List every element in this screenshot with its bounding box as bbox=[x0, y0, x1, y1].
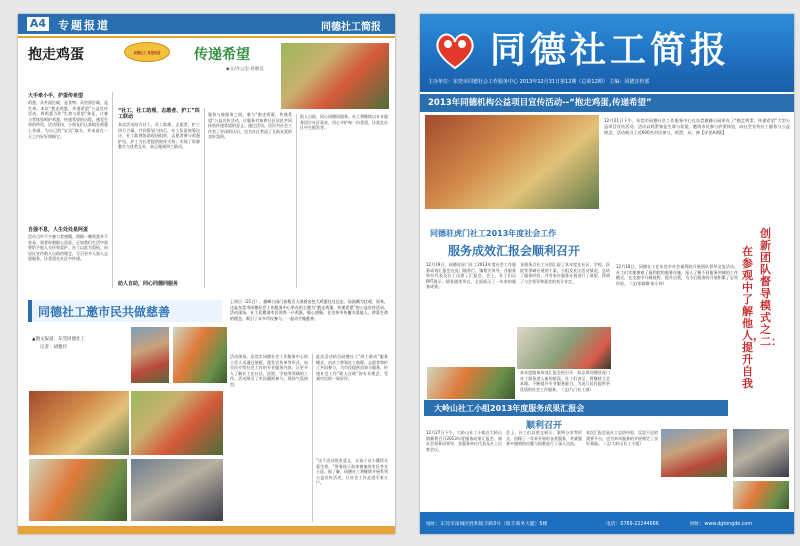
sidebar-heading-right-text: 创新团队督导模式之二： bbox=[760, 227, 782, 348]
story3-kicker: 同德驻虎门社工2013年度社会工作 bbox=[430, 229, 557, 238]
story4-photo bbox=[660, 428, 728, 478]
egg-badge-text: 同德社工 希望鸡蛋 bbox=[133, 51, 161, 55]
masthead-info: 主办单位：东莞市同德社会工作服务中心 2013年12月31日第12期（总第12期） 主编：同德宣传部 bbox=[428, 79, 650, 85]
logo-icon bbox=[430, 28, 480, 72]
feature-col-2: 本次活动结合社工、社工助理、志愿者、护工四方力量，共同策划与执行，社工负责统筹设计，社工助理协助现场组织，志愿者参与鸡蛋护送，护工为长者提供陪伴支持，实现了资源整合与优势互补，真正做到四工联动。 bbox=[118, 122, 200, 150]
story2-photo-2 bbox=[172, 326, 228, 384]
feature-heading-2: 自强不息，人生处处是阿蛋 bbox=[28, 227, 89, 233]
sidebar-heading-left-text: 在参观中了解他人，提升自我 bbox=[742, 245, 764, 390]
story3-title: 服务成效汇报会顺利召开 bbox=[448, 244, 581, 258]
story3-photo bbox=[516, 326, 612, 370]
story3-col-1: 12月19日，同德驻虎门社工2013年度社会工作服务成效汇报会在虎门镇举行。镇相关领导、各服务单位代表及社工出席了汇报会。会上，社工们以PPT展示、情景剧等形式，全面展示了一年来的服务成效。 bbox=[426, 262, 516, 290]
story4-subtitle: 顺利召开 bbox=[526, 421, 563, 431]
col-divider bbox=[296, 114, 297, 288]
right-page bbox=[420, 14, 794, 534]
story2-photo-3 bbox=[28, 390, 130, 456]
feature-heading-4: 助人自助，同心同德同服务 bbox=[118, 281, 179, 287]
masthead-title: 同德社工简报 bbox=[490, 29, 731, 71]
story2-credit-caption: ▲图文报道：东莞同德社工 bbox=[32, 337, 85, 342]
feature-title-left: 抱走鸡蛋 bbox=[28, 47, 84, 63]
sidebar-photo-2 bbox=[732, 480, 790, 510]
col-divider bbox=[312, 354, 313, 522]
story3-col-2: 各服务点社工分别汇报了本年度在社区、学校、医院等领域开展的个案、小组及社区活动情况，总结了服务经验，并对来年服务计划进行了展望，得到了与会领导和嘉宾的充分肯定。 bbox=[520, 262, 610, 284]
banner-title: 2013年同德机构公益项目宣传活动--“抱走鸡蛋,传递希望” bbox=[428, 98, 652, 108]
story2-photo-5 bbox=[28, 458, 128, 522]
feature-byline: ◆文/办公室·蒋静仪 bbox=[226, 67, 264, 72]
feature-col-4: 助人自助，同心同德同服务。社工将继续以专业服务回应社区需求，用心守护每一份希望，让爱在社区中生根发芽。 bbox=[300, 114, 388, 131]
story4-title: 大岭山社工小组2013年度服务成果汇报会 bbox=[434, 404, 585, 413]
story4-col-2: 会上，社工们以图文展示、案例分享等形式，回顾了一年来开展的各类服务，并就服务中遇到的问题与困难进行了深入交流。 bbox=[506, 430, 582, 447]
story4-col-3: 本次汇报会是社工总结经验、反思不足的重要平台，也为来年服务的开展奠定了良好基础。（文/大岭山社工小组） bbox=[586, 430, 658, 447]
left-page bbox=[18, 14, 395, 534]
col-divider bbox=[112, 92, 113, 288]
story2-photo-6 bbox=[130, 458, 224, 522]
story2-photo-4 bbox=[130, 390, 224, 456]
header-rule bbox=[18, 36, 395, 38]
story2-photo-1 bbox=[130, 326, 170, 384]
footer-phone: 电话：0769-22244666 bbox=[606, 522, 659, 527]
banner-photo bbox=[424, 114, 600, 210]
sidebar-body: 12月18日，同德社工在东莞市社会福利院开展团队督导交流活动。社工们实地参观了福利院的服务设施，深入了解不同服务领域的工作模式，在交流中开阔视野、提升自我，为今后服务的开展积累了宝贵经验。（文/邓如卿·张小伟） bbox=[616, 264, 738, 286]
story2-lead: 上周日（21日），旗峰公园门前数百人围着金色大鸡蛋往这边走，场面颇为壮观，原来，这是东莞市同德社会工作服务中心举办的主题为“抱走鸡蛋，传递希望”的公益宣传活动。活动现场，社工们邀请市民领养一只鸡蛋，细心照顾，在宣传中传播关爱他人、珍爱生命的理念，吸引了众多市民参与，一起动手做慈善。 bbox=[230, 299, 388, 321]
feature-title-right: 传递希望 bbox=[194, 47, 250, 63]
left-masthead-label: 同德社工简报 bbox=[321, 22, 381, 33]
feature-heading-1: 大手牵小手，护蛋传希望 bbox=[28, 93, 84, 99]
footer-website: 网址：www.dgtongde.com bbox=[690, 522, 753, 527]
story4-col-1: 12月27日下午，大岭山社工小组在大岭山镇顺利召开2013年度服务成果汇报会。镇社会事务局领导、各服务单位代表及社工出席会议。 bbox=[426, 430, 502, 452]
feature-photo bbox=[280, 42, 390, 110]
banner-body: 12月21日下午，东莞市同德社会工作服务中心在东莞旗峰公园举办了“抱走鸡蛋，传递希望”大型公益项目宣传活动。活动以鸡蛋象征生命与希望，邀请市民参与护蛋体验，向社会宣传社工服务与公益理念。活动吸引了近600名市民参与，鸡蛋、从、神【详见A4版】 bbox=[604, 118, 790, 135]
page-number: A4 bbox=[26, 16, 50, 32]
footer-address: 地址：东莞市南城区胜和银丰路3号（银丰商务大厦）5楼 bbox=[426, 522, 548, 527]
story2-credit-author: 记者：胡雅玲 bbox=[40, 345, 67, 350]
story3-col-3: 本年度服务成效汇报会的召开，标志着同德驻虎门社工服务进入新的阶段。社工们表示，将继续立足本地，不断提升专业服务能力，为虎门居民提供更优质的社会工作服务。（文/九门社工部） bbox=[520, 370, 610, 392]
feature-col-1: 鸡蛋，从外面打破，是食物；从里面打破，是生命。本次“抱走鸡蛋，传递希望”公益宣传活动，将鸡蛋当作“生命与希望”象征，让参与者体验呵护鸡蛋、传递希望的历程，感受生命的珍贵。活动现场，小朋友们认真地在鸡蛋上作画，为自己的“宝贝”取名，并承诺在一天之内好好照顾它。 bbox=[28, 100, 108, 139]
story2-title: 同德社工邀市民共做慈善 bbox=[38, 305, 171, 319]
left-footer-rule bbox=[18, 526, 395, 534]
col-divider bbox=[204, 108, 205, 288]
story2-col-3: “这个活动很有意义，让孩子从小懂得关爱生命。”带着孩子前来参加的市民李女士说。据了解，同德社工将继续开展系列公益宣传活动，让社会工作走进千家万户。 bbox=[316, 458, 388, 486]
sidebar-heading-left bbox=[742, 245, 764, 390]
sidebar-photo bbox=[732, 428, 790, 478]
egg-badge bbox=[124, 42, 170, 62]
section-label: 专题报道 bbox=[58, 19, 110, 32]
story3-photo-2 bbox=[426, 366, 516, 400]
story2-col-1: 活动现场，东莞市同德社会工作服务中心的工作人员通过展板、派发宣传单等形式，向市民介绍社会工作的专业服务内容，让更多人了解社工在社区、医院、学校等领域的工作。活动吸引了市民踊跃参与，现场气氛热烈。 bbox=[230, 354, 308, 387]
feature-heading-3: “社工、社工助理、志愿者、护工”四工联动 bbox=[118, 108, 200, 120]
feature-col-1b: 活动当中不少参与者感慨，照顾一颗鸡蛋并不容易，需要时刻细心留意，正如我们生活中需要给予他人关怀和爱护。社工以此为契机，向居民宣传助人自助的理念，号召更多人加入志愿服务，让希望在社区中传递。 bbox=[28, 234, 108, 262]
story2-col-2: 此次活动结合同德社工“四工联动”服务模式，由社工带领社工助理、志愿者和护工共同参与，为市民提供咨询与服务，传递社会工作“助人自助”的专业理念，受到市民的一致好评。 bbox=[316, 354, 388, 382]
feature-col-3: 服务与被服务之间，参与“抱走鸡蛋，传递希望”公益宣传活动，让服务对象和社区居民共同体验传递希望的意义。通过活动，居民对社会工作有了更深的认识，也为社区营造了互助友爱的良好氛围。 bbox=[208, 112, 292, 140]
